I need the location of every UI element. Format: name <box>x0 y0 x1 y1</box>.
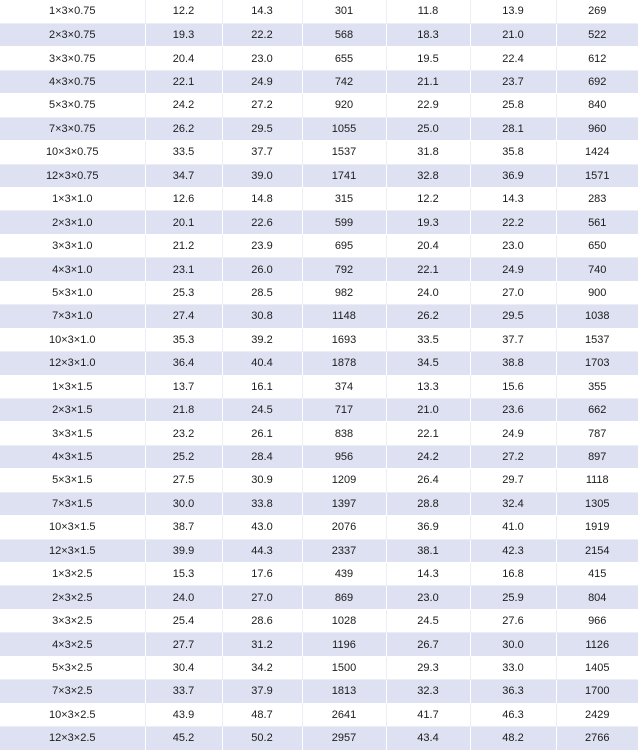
spec-cell: 2×3×1.0 <box>0 211 145 234</box>
value-cell: 45.2 <box>145 727 222 750</box>
spec-cell: 12×3×1.0 <box>0 352 145 375</box>
value-cell: 415 <box>556 563 638 586</box>
value-cell: 25.2 <box>145 445 222 468</box>
value-cell: 21.0 <box>386 398 470 421</box>
value-cell: 568 <box>302 23 386 46</box>
value-cell: 1397 <box>302 492 386 515</box>
value-cell: 34.7 <box>145 164 222 187</box>
table-row <box>0 70 638 93</box>
value-cell: 439 <box>302 563 386 586</box>
table-row <box>0 422 638 445</box>
value-cell: 36.4 <box>145 352 222 375</box>
value-cell: 26.1 <box>222 422 302 445</box>
value-cell: 12.2 <box>145 0 222 23</box>
value-cell: 26.4 <box>386 469 470 492</box>
value-cell: 33.8 <box>222 492 302 515</box>
value-cell: 1055 <box>302 117 386 140</box>
spec-cell: 1×3×0.75 <box>0 0 145 23</box>
spec-cell: 10×3×1.5 <box>0 516 145 539</box>
value-cell: 612 <box>556 47 638 70</box>
table-row <box>0 0 638 23</box>
value-cell: 1148 <box>302 305 386 328</box>
value-cell: 269 <box>556 0 638 23</box>
value-cell: 24.0 <box>386 281 470 304</box>
spec-cell: 10×3×0.75 <box>0 141 145 164</box>
value-cell: 44.3 <box>222 539 302 562</box>
value-cell: 19.3 <box>145 23 222 46</box>
spec-cell: 7×3×0.75 <box>0 117 145 140</box>
value-cell: 2154 <box>556 539 638 562</box>
value-cell: 27.0 <box>222 586 302 609</box>
value-cell: 23.0 <box>470 234 556 257</box>
value-cell: 26.0 <box>222 258 302 281</box>
value-cell: 1537 <box>556 328 638 351</box>
value-cell: 28.6 <box>222 609 302 632</box>
value-cell: 18.3 <box>386 23 470 46</box>
value-cell: 31.2 <box>222 633 302 656</box>
value-cell: 39.2 <box>222 328 302 351</box>
value-cell: 374 <box>302 375 386 398</box>
table-row <box>0 539 638 562</box>
value-cell: 13.3 <box>386 375 470 398</box>
value-cell: 2337 <box>302 539 386 562</box>
value-cell: 22.2 <box>470 211 556 234</box>
value-cell: 33.0 <box>470 656 556 679</box>
value-cell: 41.7 <box>386 703 470 726</box>
value-cell: 24.5 <box>222 398 302 421</box>
value-cell: 23.2 <box>145 422 222 445</box>
value-cell: 23.6 <box>470 398 556 421</box>
spec-cell: 1×3×1.0 <box>0 188 145 211</box>
value-cell: 283 <box>556 188 638 211</box>
value-cell: 24.0 <box>145 586 222 609</box>
value-cell: 33.7 <box>145 680 222 703</box>
table-row <box>0 563 638 586</box>
table-row <box>0 23 638 46</box>
value-cell: 1500 <box>302 656 386 679</box>
table-row <box>0 656 638 679</box>
table-row <box>0 141 638 164</box>
value-cell: 24.2 <box>145 94 222 117</box>
table-row <box>0 305 638 328</box>
value-cell: 48.7 <box>222 703 302 726</box>
value-cell: 21.2 <box>145 234 222 257</box>
value-cell: 840 <box>556 94 638 117</box>
value-cell: 33.5 <box>145 141 222 164</box>
value-cell: 26.2 <box>386 305 470 328</box>
value-cell: 38.7 <box>145 516 222 539</box>
table-row <box>0 516 638 539</box>
value-cell: 22.1 <box>386 422 470 445</box>
value-cell: 1693 <box>302 328 386 351</box>
value-cell: 39.0 <box>222 164 302 187</box>
value-cell: 43.0 <box>222 516 302 539</box>
table-row <box>0 94 638 117</box>
spec-cell: 12×3×2.5 <box>0 727 145 750</box>
value-cell: 355 <box>556 375 638 398</box>
value-cell: 960 <box>556 117 638 140</box>
value-cell: 22.1 <box>145 70 222 93</box>
spec-cell: 7×3×1.5 <box>0 492 145 515</box>
table-row <box>0 47 638 70</box>
value-cell: 24.9 <box>470 422 556 445</box>
value-cell: 37.9 <box>222 680 302 703</box>
spec-cell: 7×3×2.5 <box>0 680 145 703</box>
value-cell: 16.8 <box>470 563 556 586</box>
spec-cell: 4×3×1.0 <box>0 258 145 281</box>
value-cell: 966 <box>556 609 638 632</box>
table-row <box>0 281 638 304</box>
value-cell: 34.5 <box>386 352 470 375</box>
value-cell: 43.4 <box>386 727 470 750</box>
value-cell: 36.9 <box>386 516 470 539</box>
value-cell: 561 <box>556 211 638 234</box>
value-cell: 25.9 <box>470 586 556 609</box>
spec-cell: 3×3×1.5 <box>0 422 145 445</box>
value-cell: 1813 <box>302 680 386 703</box>
table-row <box>0 352 638 375</box>
value-cell: 30.4 <box>145 656 222 679</box>
value-cell: 1919 <box>556 516 638 539</box>
value-cell: 30.0 <box>470 633 556 656</box>
value-cell: 1196 <box>302 633 386 656</box>
table-row <box>0 680 638 703</box>
value-cell: 42.3 <box>470 539 556 562</box>
value-cell: 956 <box>302 445 386 468</box>
spec-cell: 5×3×2.5 <box>0 656 145 679</box>
value-cell: 13.7 <box>145 375 222 398</box>
value-cell: 740 <box>556 258 638 281</box>
value-cell: 25.0 <box>386 117 470 140</box>
table-row <box>0 117 638 140</box>
table-row <box>0 328 638 351</box>
table-row <box>0 633 638 656</box>
value-cell: 27.6 <box>470 609 556 632</box>
value-cell: 1305 <box>556 492 638 515</box>
spec-cell: 5×3×0.75 <box>0 94 145 117</box>
value-cell: 2766 <box>556 727 638 750</box>
value-cell: 900 <box>556 281 638 304</box>
value-cell: 19.3 <box>386 211 470 234</box>
spec-cell: 3×3×2.5 <box>0 609 145 632</box>
value-cell: 23.0 <box>222 47 302 70</box>
table-row <box>0 234 638 257</box>
value-cell: 315 <box>302 188 386 211</box>
value-cell: 20.4 <box>386 234 470 257</box>
value-cell: 14.8 <box>222 188 302 211</box>
value-cell: 37.7 <box>222 141 302 164</box>
value-cell: 21.0 <box>470 23 556 46</box>
value-cell: 24.9 <box>222 70 302 93</box>
value-cell: 30.8 <box>222 305 302 328</box>
value-cell: 36.3 <box>470 680 556 703</box>
value-cell: 22.4 <box>470 47 556 70</box>
value-cell: 27.2 <box>470 445 556 468</box>
value-cell: 35.8 <box>470 141 556 164</box>
value-cell: 22.6 <box>222 211 302 234</box>
value-cell: 17.6 <box>222 563 302 586</box>
table-row <box>0 211 638 234</box>
value-cell: 20.1 <box>145 211 222 234</box>
value-cell: 50.2 <box>222 727 302 750</box>
value-cell: 1571 <box>556 164 638 187</box>
spec-cell: 12×3×0.75 <box>0 164 145 187</box>
value-cell: 19.5 <box>386 47 470 70</box>
value-cell: 662 <box>556 398 638 421</box>
spec-cell: 12×3×1.5 <box>0 539 145 562</box>
value-cell: 41.0 <box>470 516 556 539</box>
value-cell: 787 <box>556 422 638 445</box>
spec-cell: 3×3×0.75 <box>0 47 145 70</box>
spec-cell: 4×3×1.5 <box>0 445 145 468</box>
value-cell: 599 <box>302 211 386 234</box>
value-cell: 982 <box>302 281 386 304</box>
value-cell: 29.5 <box>222 117 302 140</box>
value-cell: 920 <box>302 94 386 117</box>
value-cell: 46.3 <box>470 703 556 726</box>
value-cell: 14.3 <box>386 563 470 586</box>
value-cell: 23.9 <box>222 234 302 257</box>
value-cell: 1209 <box>302 469 386 492</box>
value-cell: 2429 <box>556 703 638 726</box>
value-cell: 30.9 <box>222 469 302 492</box>
value-cell: 21.8 <box>145 398 222 421</box>
spec-cell: 1×3×2.5 <box>0 563 145 586</box>
value-cell: 522 <box>556 23 638 46</box>
value-cell: 14.3 <box>222 0 302 23</box>
value-cell: 43.9 <box>145 703 222 726</box>
value-cell: 804 <box>556 586 638 609</box>
value-cell: 2957 <box>302 727 386 750</box>
value-cell: 1028 <box>302 609 386 632</box>
value-cell: 27.2 <box>222 94 302 117</box>
table-row <box>0 188 638 211</box>
spec-cell: 4×3×0.75 <box>0 70 145 93</box>
value-cell: 21.1 <box>386 70 470 93</box>
spec-cell: 2×3×1.5 <box>0 398 145 421</box>
value-cell: 838 <box>302 422 386 445</box>
spec-cell: 2×3×2.5 <box>0 586 145 609</box>
value-cell: 20.4 <box>145 47 222 70</box>
table-row <box>0 445 638 468</box>
value-cell: 27.0 <box>470 281 556 304</box>
value-cell: 792 <box>302 258 386 281</box>
value-cell: 22.2 <box>222 23 302 46</box>
value-cell: 33.5 <box>386 328 470 351</box>
table-row <box>0 164 638 187</box>
value-cell: 30.0 <box>145 492 222 515</box>
value-cell: 12.6 <box>145 188 222 211</box>
value-cell: 655 <box>302 47 386 70</box>
value-cell: 28.4 <box>222 445 302 468</box>
value-cell: 40.4 <box>222 352 302 375</box>
value-cell: 37.7 <box>470 328 556 351</box>
spec-cell: 10×3×2.5 <box>0 703 145 726</box>
value-cell: 2641 <box>302 703 386 726</box>
value-cell: 692 <box>556 70 638 93</box>
value-cell: 25.8 <box>470 94 556 117</box>
table-row <box>0 586 638 609</box>
value-cell: 15.3 <box>145 563 222 586</box>
value-cell: 28.5 <box>222 281 302 304</box>
value-cell: 16.1 <box>222 375 302 398</box>
value-cell: 1703 <box>556 352 638 375</box>
value-cell: 48.2 <box>470 727 556 750</box>
value-cell: 1038 <box>556 305 638 328</box>
value-cell: 22.9 <box>386 94 470 117</box>
value-cell: 28.1 <box>470 117 556 140</box>
value-cell: 34.2 <box>222 656 302 679</box>
table-row <box>0 258 638 281</box>
spec-cell: 5×3×1.0 <box>0 281 145 304</box>
value-cell: 25.4 <box>145 609 222 632</box>
value-cell: 301 <box>302 0 386 23</box>
value-cell: 13.9 <box>470 0 556 23</box>
value-cell: 26.2 <box>145 117 222 140</box>
table-row <box>0 398 638 421</box>
value-cell: 1424 <box>556 141 638 164</box>
table-row <box>0 609 638 632</box>
value-cell: 27.5 <box>145 469 222 492</box>
table-row <box>0 492 638 515</box>
value-cell: 28.8 <box>386 492 470 515</box>
value-cell: 717 <box>302 398 386 421</box>
table-row <box>0 375 638 398</box>
value-cell: 23.0 <box>386 586 470 609</box>
value-cell: 1405 <box>556 656 638 679</box>
value-cell: 695 <box>302 234 386 257</box>
value-cell: 15.6 <box>470 375 556 398</box>
value-cell: 742 <box>302 70 386 93</box>
spec-cell: 5×3×1.5 <box>0 469 145 492</box>
value-cell: 1537 <box>302 141 386 164</box>
value-cell: 38.1 <box>386 539 470 562</box>
spec-cell: 2×3×0.75 <box>0 23 145 46</box>
value-cell: 32.4 <box>470 492 556 515</box>
value-cell: 29.3 <box>386 656 470 679</box>
value-cell: 27.4 <box>145 305 222 328</box>
value-cell: 25.3 <box>145 281 222 304</box>
value-cell: 27.7 <box>145 633 222 656</box>
value-cell: 23.7 <box>470 70 556 93</box>
value-cell: 2076 <box>302 516 386 539</box>
value-cell: 11.8 <box>386 0 470 23</box>
value-cell: 39.9 <box>145 539 222 562</box>
value-cell: 1118 <box>556 469 638 492</box>
value-cell: 24.2 <box>386 445 470 468</box>
table-row <box>0 703 638 726</box>
spec-cell: 3×3×1.0 <box>0 234 145 257</box>
value-cell: 1126 <box>556 633 638 656</box>
spec-cell: 10×3×1.0 <box>0 328 145 351</box>
value-cell: 31.8 <box>386 141 470 164</box>
value-cell: 1741 <box>302 164 386 187</box>
value-cell: 35.3 <box>145 328 222 351</box>
value-cell: 29.5 <box>470 305 556 328</box>
value-cell: 26.7 <box>386 633 470 656</box>
value-cell: 1878 <box>302 352 386 375</box>
value-cell: 32.3 <box>386 680 470 703</box>
value-cell: 32.8 <box>386 164 470 187</box>
value-cell: 12.2 <box>386 188 470 211</box>
spec-cell: 7×3×1.0 <box>0 305 145 328</box>
table-row <box>0 727 638 750</box>
value-cell: 38.8 <box>470 352 556 375</box>
value-cell: 29.7 <box>470 469 556 492</box>
table-row <box>0 469 638 492</box>
value-cell: 24.9 <box>470 258 556 281</box>
value-cell: 869 <box>302 586 386 609</box>
spec-cell: 4×3×2.5 <box>0 633 145 656</box>
value-cell: 897 <box>556 445 638 468</box>
spec-cell: 1×3×1.5 <box>0 375 145 398</box>
value-cell: 23.1 <box>145 258 222 281</box>
value-cell: 650 <box>556 234 638 257</box>
value-cell: 24.5 <box>386 609 470 632</box>
value-cell: 1700 <box>556 680 638 703</box>
value-cell: 36.9 <box>470 164 556 187</box>
value-cell: 22.1 <box>386 258 470 281</box>
value-cell: 14.3 <box>470 188 556 211</box>
